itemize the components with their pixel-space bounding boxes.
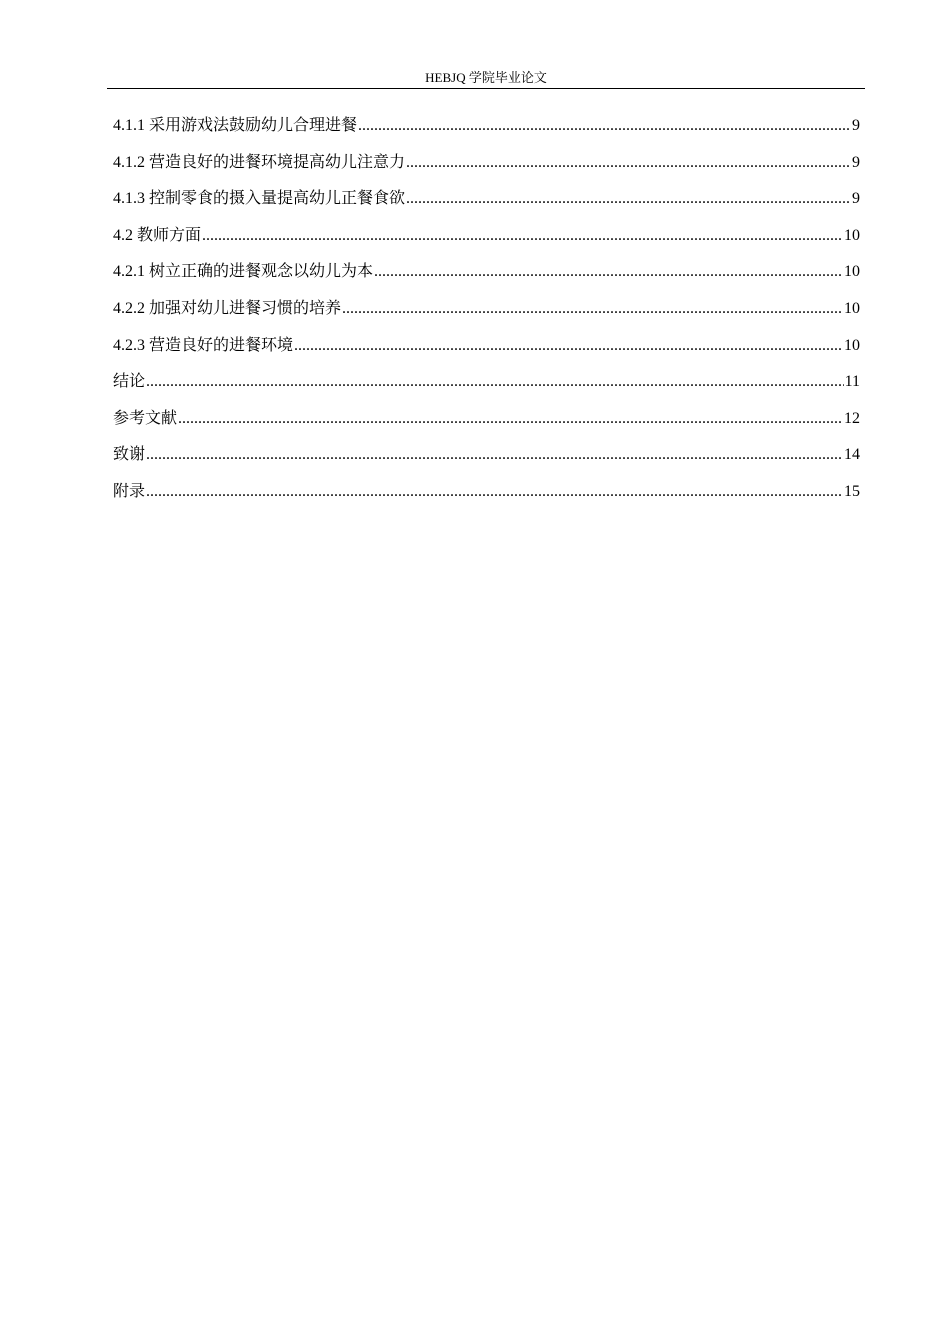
toc-entry-title: 附录	[113, 482, 146, 500]
toc-entry[interactable]	[113, 328, 860, 365]
toc-entry-title: 4.2.2 加强对幼儿进餐习惯的培养	[113, 299, 342, 317]
toc-entry-page: 14	[844, 446, 860, 464]
toc-entry[interactable]	[113, 401, 860, 438]
toc-entry[interactable]	[113, 291, 860, 328]
toc-leader-dots	[178, 401, 843, 438]
toc-entry-title: 4.1.2 营造良好的进餐环境提高幼儿注意力	[113, 153, 406, 171]
toc-entry-page: 10	[844, 263, 860, 281]
toc-leader-dots	[342, 291, 843, 328]
toc-entry[interactable]	[113, 364, 860, 401]
toc-entry-title: 结论	[113, 373, 146, 391]
toc-entry-page: 12	[844, 409, 860, 427]
toc-entry[interactable]	[113, 108, 860, 145]
toc-leader-dots	[294, 328, 843, 365]
toc-entry[interactable]	[113, 181, 860, 218]
toc-entry[interactable]	[113, 437, 860, 474]
page-header: HEBJQ 学院毕业论文	[107, 68, 865, 89]
toc-entry[interactable]	[113, 218, 860, 255]
toc-entry[interactable]	[113, 254, 860, 291]
toc-leader-dots	[358, 108, 851, 145]
toc-leader-dots	[146, 437, 843, 474]
toc-entry-title: 4.2.1 树立正确的进餐观念以幼儿为本	[113, 263, 374, 281]
toc-entry-title: 参考文献	[113, 409, 178, 427]
toc-entry-page: 15	[844, 482, 860, 500]
toc-leader-dots	[406, 145, 851, 182]
toc-leader-dots	[146, 364, 844, 401]
toc-entry-title: 4.1.3 控制零食的摄入量提高幼儿正餐食欲	[113, 190, 406, 208]
toc-leader-dots	[146, 474, 843, 511]
toc-entry-page: 11	[844, 373, 860, 391]
toc-entry-title: 致谢	[113, 446, 146, 464]
toc-leader-dots	[202, 218, 843, 255]
toc-entry-title: 4.1.1 采用游戏法鼓励幼儿合理进餐	[113, 117, 358, 134]
toc-entry-title: 4.2 教师方面	[113, 226, 202, 244]
toc-entry-page: 10	[844, 226, 860, 244]
toc-entry-page: 10	[844, 299, 860, 317]
toc-entry-page: 9	[852, 190, 860, 208]
toc-leader-dots	[374, 254, 843, 291]
table-of-contents	[113, 108, 860, 511]
toc-leader-dots	[406, 181, 851, 218]
toc-entry-title: 4.2.3 营造良好的进餐环境	[113, 336, 294, 354]
toc-entry-page: 9	[852, 117, 860, 134]
toc-entry[interactable]	[113, 474, 860, 511]
toc-entry-page: 10	[844, 336, 860, 354]
toc-entry-page: 9	[852, 153, 860, 171]
toc-entry[interactable]	[113, 145, 860, 182]
